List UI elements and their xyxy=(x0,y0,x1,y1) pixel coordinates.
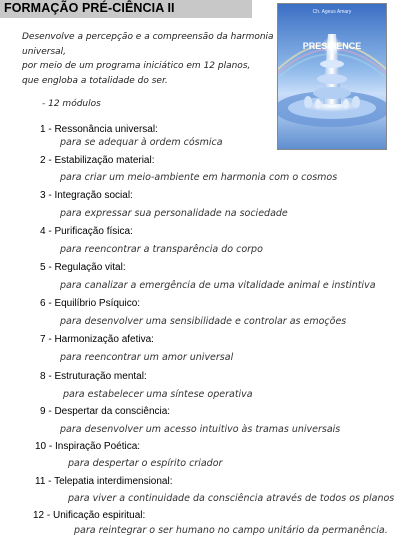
module-title: 8 - Estruturação mental: xyxy=(40,371,147,382)
intro-line: por meio de um programa iniciático em 12 planos, xyxy=(22,61,251,71)
module-title: 9 - Despertar da consciência: xyxy=(40,406,171,417)
module-desc: para reencontrar a transparência do corpo xyxy=(60,244,263,255)
module-desc: para reencontrar um amor universal xyxy=(60,352,234,363)
module-title: 4 - Purificação física: xyxy=(40,226,133,237)
cover-title: PRESCIENCE xyxy=(302,41,362,51)
module-desc: para canalizar a emergência de uma vitalidade animal e instintiva xyxy=(60,280,376,291)
module-desc: para reintegrar o ser humano no campo unitário da permanência. xyxy=(74,525,388,536)
cover-subtitle: II xyxy=(330,54,334,61)
module-desc: para estabelecer uma síntese operativa xyxy=(63,389,253,400)
module-title: 7 - Harmonização afetiva: xyxy=(40,334,154,345)
header-bar xyxy=(0,0,252,18)
module-desc: para despertar o espírito criador xyxy=(68,458,223,469)
module-title: 12 - Unificação espiritual: xyxy=(33,510,146,521)
modules-count: - 12 módulos xyxy=(42,99,101,109)
module-desc: para viver a continuidade da consciência através de todos os planos xyxy=(68,493,395,504)
module-title: 5 - Regulação vital: xyxy=(40,262,126,273)
cover-author: Ch. Ageus Amary xyxy=(312,9,352,15)
intro-text xyxy=(22,30,272,88)
module-title: 1 - Ressonância universal: xyxy=(40,124,158,135)
intro-line: universal, xyxy=(22,46,67,57)
module-desc: para criar um meio-ambiente em harmonia com o cosmos xyxy=(60,172,338,183)
module-title: 10 - Inspiração Poética: xyxy=(35,441,141,452)
module-desc: para desenvolver um acesso intuitivo às tramas universais xyxy=(60,424,341,435)
page-title: FORMAÇÃO PRÉ-CIÊNCIA II xyxy=(4,1,175,15)
module-title: 11 - Telepatia interdimensional: xyxy=(35,476,173,487)
cover-illustration xyxy=(278,4,386,149)
module-title: 3 - Integração social: xyxy=(40,190,133,201)
intro-line: que engloba a totalidade do ser. xyxy=(22,75,168,86)
module-desc: para se adequar à ordem cósmica xyxy=(60,137,223,148)
book-cover-image xyxy=(277,3,387,150)
intro-line: Desenvolve a percepção e a compreensão da harmonia xyxy=(22,32,274,42)
module-desc: para desenvolver uma sensibilidade e controlar as emoções xyxy=(60,316,347,327)
module-title: 2 - Estabilização material: xyxy=(40,155,155,166)
module-desc: para expressar sua personalidade na sociedade xyxy=(60,208,288,219)
module-title: 6 - Equilíbrio Psíquico: xyxy=(40,298,141,309)
